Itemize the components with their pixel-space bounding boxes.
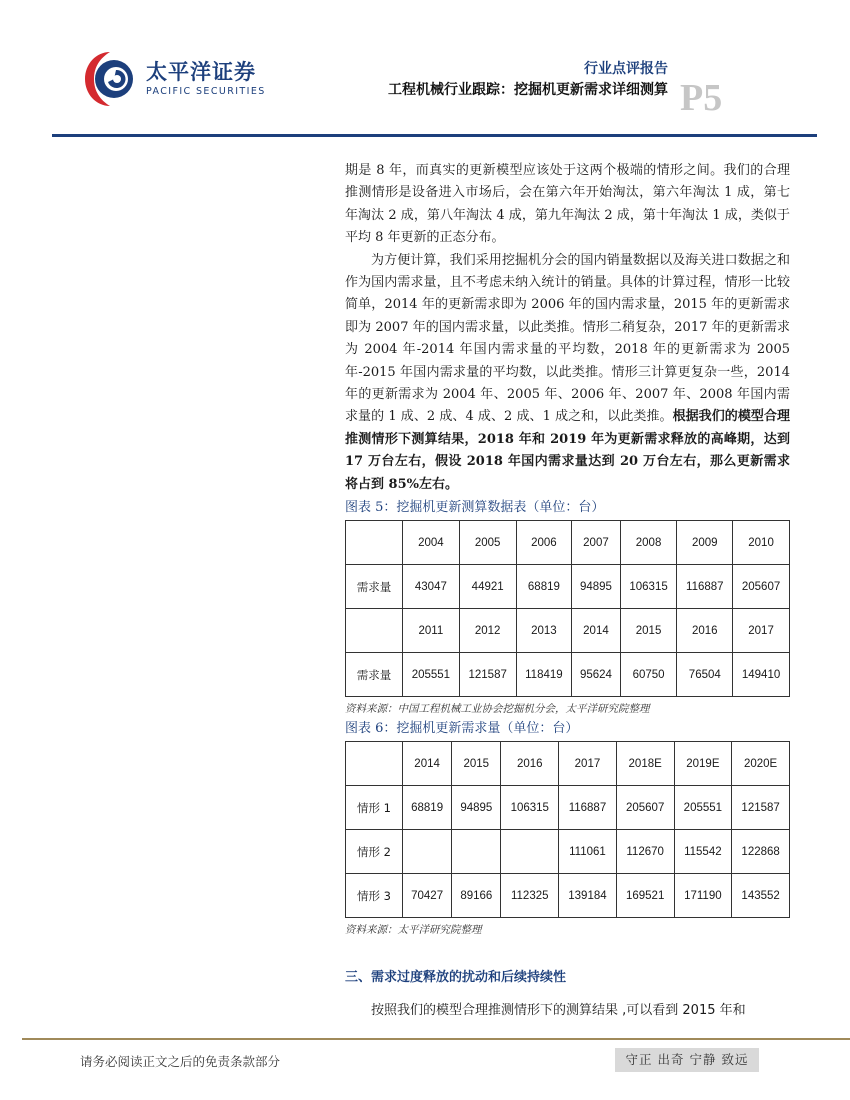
table-cell: 106315 [501, 786, 559, 830]
page-header [0, 0, 850, 140]
table-cell: 2008 [620, 521, 677, 565]
table-cell: 121587 [459, 653, 516, 697]
paragraph-1: 期是 8 年，而真实的更新模型应该处于这两个极端的情形之间。我们的合理推测情形是设备进入市场后，会在第六年开始淘汰，第六年淘汰 1 成，第七年淘汰 2 成，第八年淘汰 4 成，第九年淘汰 2 成，第十年淘汰 1 成，类似于平均 8 年更新的正态分布。 [345, 163, 790, 246]
table-cell: 94895 [572, 565, 620, 609]
logo-chinese-name: 太平洋证券 [146, 60, 256, 84]
table-cell: 112670 [616, 830, 674, 874]
table-cell: 2011 [403, 609, 460, 653]
table-cell: 60750 [620, 653, 677, 697]
main-content [345, 160, 790, 1018]
table-row-label: 情形 2 [346, 830, 403, 874]
table-cell: 44921 [459, 565, 516, 609]
table-cell: 2017 [559, 742, 617, 786]
table-cell: 43047 [403, 565, 460, 609]
table-cell: 95624 [572, 653, 620, 697]
table-cell: 70427 [403, 874, 452, 918]
figure-5-table [345, 520, 790, 697]
table-cell: 106315 [620, 565, 677, 609]
section-3-text: 按照我们的模型合理推测情形下的测算结果 ,可以看到 2015 年和 [371, 1003, 746, 1019]
table-cell: 205607 [733, 565, 790, 609]
table-cell-empty [346, 609, 403, 653]
table-row [346, 786, 790, 830]
table-cell: 115542 [674, 830, 732, 874]
table-cell: 2012 [459, 609, 516, 653]
figure-5-title: 图表 5：挖掘机更新测算数据表（单位：台） [345, 500, 605, 516]
page-number: P5 [680, 77, 723, 119]
table-row [346, 742, 790, 786]
table-cell: 121587 [732, 786, 790, 830]
table-cell: 2007 [572, 521, 620, 565]
table-cell [501, 830, 559, 874]
table-cell: 2019E [674, 742, 732, 786]
table-cell: 122868 [732, 830, 790, 874]
table-cell: 2006 [516, 521, 572, 565]
table-cell: 68819 [403, 786, 452, 830]
table-cell: 2009 [677, 521, 733, 565]
table-cell: 2020E [732, 742, 790, 786]
table-cell: 2016 [677, 609, 733, 653]
figure-6-table [345, 741, 790, 918]
table-cell-empty [346, 521, 403, 565]
table-row-label: 情形 3 [346, 874, 403, 918]
paragraph-2-conclusion: 根据我们的模型合理推测情形下测算结果，2018 年和 2019 年为更新需求释放的高峰期，达到 17 万台左右，假设 2018 年国内需求量达到 20 万台左右，那么更新需求将占到 85%左右。 [345, 409, 790, 492]
table-cell: 76504 [677, 653, 733, 697]
table-row [346, 653, 790, 697]
table-row-label: 需求量 [346, 565, 403, 609]
table-cell: 169521 [616, 874, 674, 918]
report-type: 行业点评报告 [584, 61, 668, 77]
table-cell: 112325 [501, 874, 559, 918]
paragraph-2 [345, 250, 790, 496]
logo-english-name: PACIFIC SECURITIES [146, 86, 266, 97]
footer-divider [22, 1038, 850, 1040]
report-title: 工程机械行业跟踪：挖掘机更新需求详细测算 [388, 82, 668, 98]
pacific-securities-logo-icon [80, 48, 140, 110]
table-cell: 149410 [733, 653, 790, 697]
table-cell: 2004 [403, 521, 460, 565]
company-logo [80, 48, 266, 110]
table-cell: 2014 [572, 609, 620, 653]
table-row [346, 565, 790, 609]
table-cell: 2005 [459, 521, 516, 565]
table-cell: 111061 [559, 830, 617, 874]
table-row [346, 830, 790, 874]
table-cell: 2015 [620, 609, 677, 653]
table-cell: 2014 [403, 742, 452, 786]
table-cell: 89166 [452, 874, 501, 918]
table-cell: 139184 [559, 874, 617, 918]
table-cell: 2010 [733, 521, 790, 565]
table-cell: 116887 [559, 786, 617, 830]
table-cell: 2018E [616, 742, 674, 786]
paragraph-2-text: 为方便计算，我们采用挖掘机分会的国内销量数据以及海关进口数据之和作为国内需求量，且不考虑未纳入统计的销量。具体的计算过程，情形一比较简单，2014 年的更新需求即为 2006 年的国内需求量，2015 年的更新需求即为 2007 年的国内需求量，以此类推。情形二稍复杂，2017 年的更新需求为 2004 年-2014 年国内需求量的平均数，2018 年的更新需求为 2005 年-2015 年国内需求量的平均数，以此类推。情形三计算更复杂一些，2014 年的更新需求为 2004 年、2005 年、2006 年、2007 年、2008 年国内需求量的 1 成、2 成、4 成、2 成、1 成之和，以此类推。 [345, 252, 790, 425]
table-cell: 116887 [677, 565, 733, 609]
table-row [346, 609, 790, 653]
figure-6-source: 资料来源：太平洋研究院整理 [345, 924, 482, 937]
table-cell: 118419 [516, 653, 572, 697]
footer-motto: 守正 出奇 宁静 致远 [615, 1048, 759, 1072]
header-divider [52, 134, 817, 137]
table-cell: 2017 [733, 609, 790, 653]
table-row-label: 情形 1 [346, 786, 403, 830]
section-3-title: 三、需求过度释放的扰动和后续持续性 [345, 970, 567, 986]
table-cell [452, 830, 501, 874]
table-cell [403, 830, 452, 874]
table-cell: 205551 [403, 653, 460, 697]
footer-disclaimer: 请务必阅读正文之后的免责条款部分 [80, 1054, 281, 1069]
table-row [346, 521, 790, 565]
table-cell: 171190 [674, 874, 732, 918]
table-cell: 205607 [616, 786, 674, 830]
table-cell: 143552 [732, 874, 790, 918]
figure-5-source: 资料来源：中国工程机械工业协会挖掘机分会，太平洋研究院整理 [345, 703, 650, 716]
table-row-label: 需求量 [346, 653, 403, 697]
figure-6-title: 图表 6：挖掘机更新需求量（单位：台） [345, 721, 579, 737]
table-row [346, 874, 790, 918]
table-cell: 2013 [516, 609, 572, 653]
table-cell-empty [346, 742, 403, 786]
table-cell: 205551 [674, 786, 732, 830]
table-cell: 68819 [516, 565, 572, 609]
table-cell: 2016 [501, 742, 559, 786]
table-cell: 2015 [452, 742, 501, 786]
table-cell: 94895 [452, 786, 501, 830]
